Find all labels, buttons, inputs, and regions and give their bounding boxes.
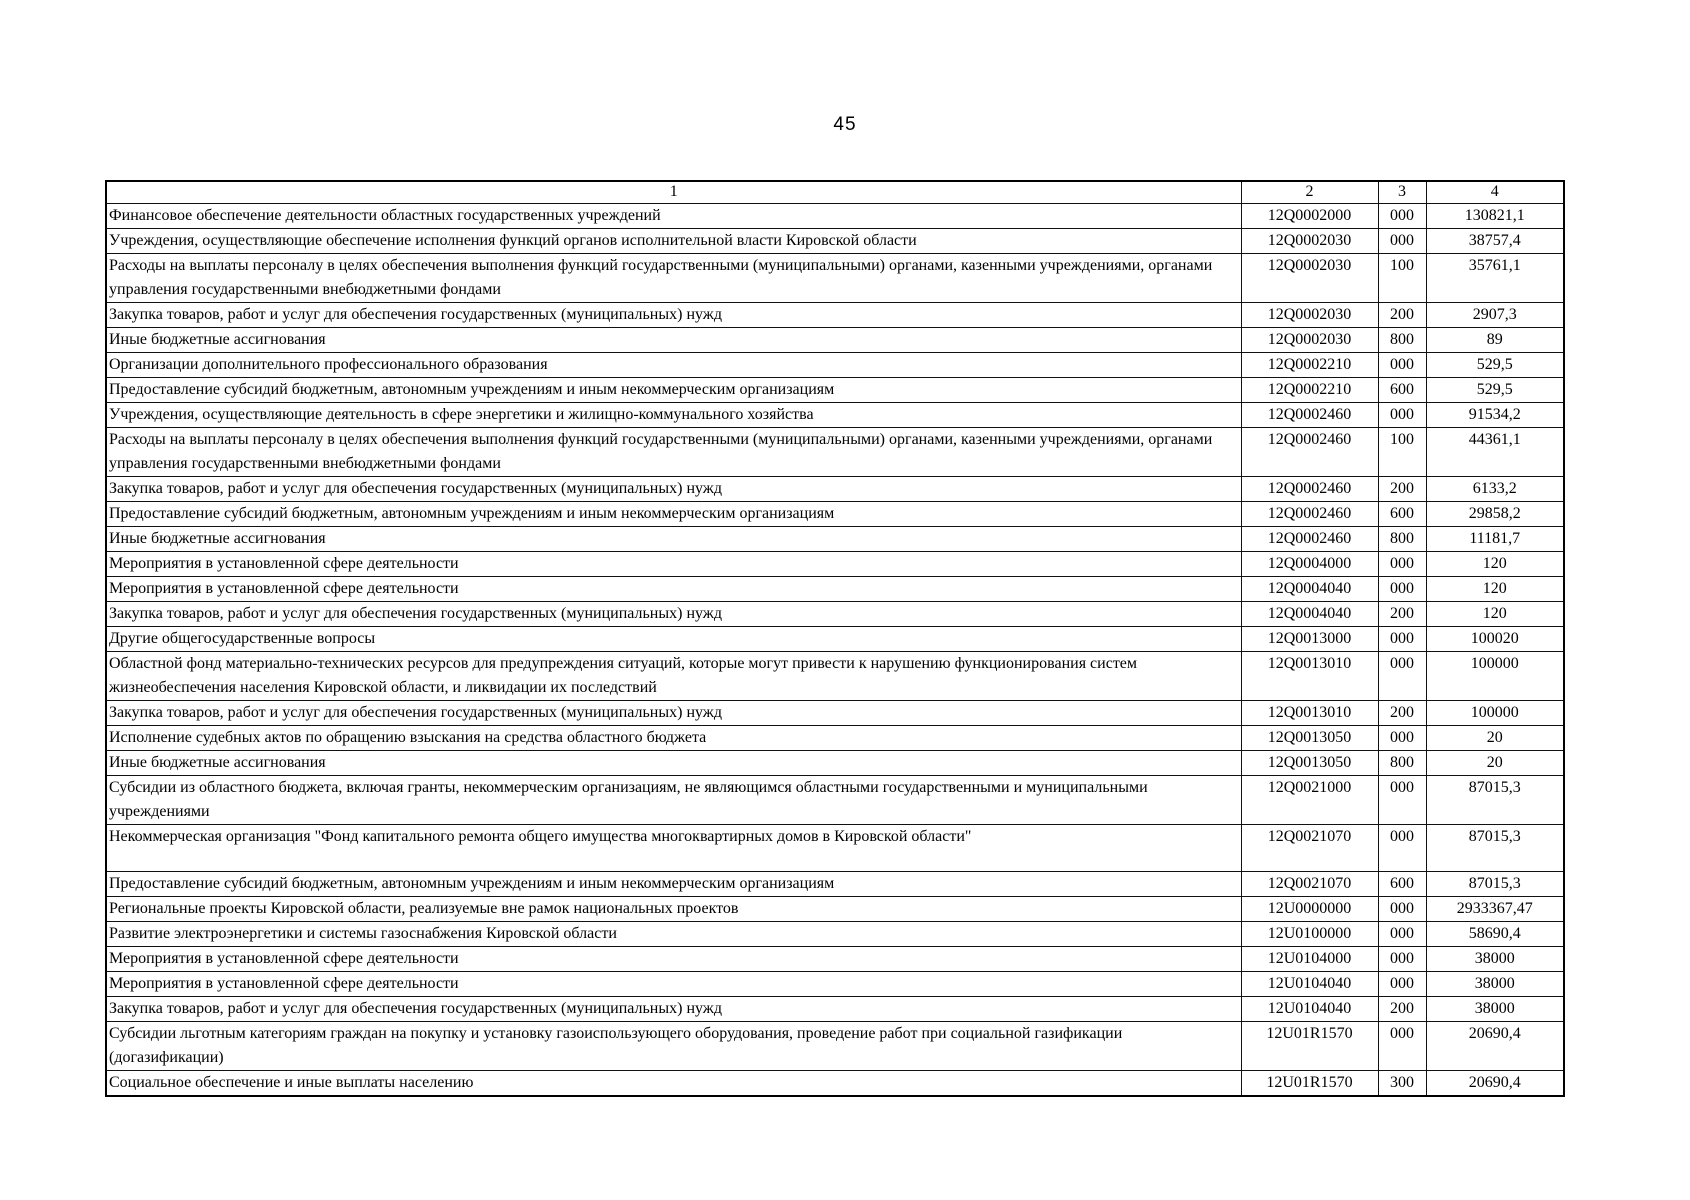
row-name: Субсидии из областного бюджета, включая гранты, некоммерческим организациям, не являющимся областными государственными и муниципальными учреждениями [106, 776, 1241, 825]
row-code: 12Q0002000 [1241, 204, 1378, 229]
row-code: 12Q0002460 [1241, 428, 1378, 477]
row-amount: 87015,3 [1426, 872, 1564, 897]
row-code: 12Q0021000 [1241, 776, 1378, 825]
table-row [106, 825, 1564, 872]
row-name: Закупка товаров, работ и услуг для обеспечения государственных (муниципальных) нужд [106, 477, 1241, 502]
row-expense-type: 800 [1378, 751, 1426, 776]
row-expense-type: 600 [1378, 502, 1426, 527]
table-row [106, 701, 1564, 726]
row-amount: 20 [1426, 726, 1564, 751]
header-col-4: 4 [1426, 181, 1564, 204]
row-code: 12U01R1570 [1241, 1022, 1378, 1071]
row-expense-type: 200 [1378, 701, 1426, 726]
row-code: 12Q0002210 [1241, 378, 1378, 403]
row-amount: 44361,1 [1426, 428, 1564, 477]
row-amount: 100020 [1426, 627, 1564, 652]
row-amount: 2907,3 [1426, 303, 1564, 328]
row-name: Учреждения, осуществляющие деятельность в сфере энергетики и жилищно-коммунального хозяйства [106, 403, 1241, 428]
row-expense-type: 000 [1378, 652, 1426, 701]
table-row [106, 726, 1564, 751]
row-name: Расходы на выплаты персоналу в целях обеспечения выполнения функций государственными (муниципальными) органами, казенными учреждениями, органами управления государственными внебюджетными фондами [106, 428, 1241, 477]
row-expense-type: 100 [1378, 254, 1426, 303]
row-expense-type: 000 [1378, 972, 1426, 997]
row-expense-type: 100 [1378, 428, 1426, 477]
row-amount: 89 [1426, 328, 1564, 353]
row-expense-type: 000 [1378, 552, 1426, 577]
row-code: 12Q0002030 [1241, 303, 1378, 328]
row-amount: 38000 [1426, 972, 1564, 997]
table-body [106, 204, 1564, 1097]
table-row [106, 997, 1564, 1022]
table-row [106, 972, 1564, 997]
row-code: 12Q0004000 [1241, 552, 1378, 577]
row-expense-type: 000 [1378, 897, 1426, 922]
row-expense-type: 000 [1378, 353, 1426, 378]
row-code: 12Q0013050 [1241, 726, 1378, 751]
row-amount: 529,5 [1426, 378, 1564, 403]
row-name: Другие общегосударственные вопросы [106, 627, 1241, 652]
header-col-2: 2 [1241, 181, 1378, 204]
row-expense-type: 200 [1378, 477, 1426, 502]
row-expense-type: 800 [1378, 527, 1426, 552]
row-expense-type: 000 [1378, 726, 1426, 751]
row-name: Мероприятия в установленной сфере деятельности [106, 552, 1241, 577]
row-code: 12Q0021070 [1241, 825, 1378, 872]
row-code: 12Q0002210 [1241, 353, 1378, 378]
row-amount: 529,5 [1426, 353, 1564, 378]
row-code: 12Q0002030 [1241, 328, 1378, 353]
row-code: 12U0000000 [1241, 897, 1378, 922]
row-code: 12Q0002030 [1241, 229, 1378, 254]
row-name: Социальное обеспечение и иные выплаты населению [106, 1071, 1241, 1097]
row-name: Предоставление субсидий бюджетным, автономным учреждениям и иным некоммерческим организациям [106, 378, 1241, 403]
row-amount: 100000 [1426, 701, 1564, 726]
row-name: Областной фонд материально-технических ресурсов для предупреждения ситуаций, которые могут привести к нарушению функционирования систем жизнеобеспечения населения Кировской области, и ликвидации их последствий [106, 652, 1241, 701]
row-name: Региональные проекты Кировской области, реализуемые вне рамок национальных проектов [106, 897, 1241, 922]
table-row [106, 947, 1564, 972]
table-row [106, 477, 1564, 502]
table-row [106, 627, 1564, 652]
row-expense-type: 800 [1378, 328, 1426, 353]
header-col-3: 3 [1378, 181, 1426, 204]
row-name: Иные бюджетные ассигнования [106, 751, 1241, 776]
row-amount: 20690,4 [1426, 1022, 1564, 1071]
row-name: Субсидии льготным категориям граждан на покупку и установку газоиспользующего оборудования, проведение работ при социальной газификации (догазификации) [106, 1022, 1241, 1071]
row-amount: 29858,2 [1426, 502, 1564, 527]
table-row [106, 229, 1564, 254]
table-row [106, 502, 1564, 527]
row-name: Закупка товаров, работ и услуг для обеспечения государственных (муниципальных) нужд [106, 602, 1241, 627]
row-code: 12U0104040 [1241, 972, 1378, 997]
table-row [106, 552, 1564, 577]
row-amount: 11181,7 [1426, 527, 1564, 552]
row-expense-type: 000 [1378, 1022, 1426, 1071]
row-expense-type: 200 [1378, 303, 1426, 328]
row-amount: 87015,3 [1426, 776, 1564, 825]
row-amount: 38000 [1426, 997, 1564, 1022]
row-code: 12Q0013000 [1241, 627, 1378, 652]
row-name: Мероприятия в установленной сфере деятельности [106, 577, 1241, 602]
table-row [106, 204, 1564, 229]
row-name: Развитие электроэнергетики и системы газоснабжения Кировской области [106, 922, 1241, 947]
row-amount: 87015,3 [1426, 825, 1564, 872]
row-name: Некоммерческая организация "Фонд капитального ремонта общего имущества многоквартирных домов в Кировской области" [106, 825, 1241, 872]
table-row [106, 1022, 1564, 1071]
row-code: 12Q0021070 [1241, 872, 1378, 897]
row-code: 12Q0004040 [1241, 577, 1378, 602]
budget-table [105, 180, 1565, 1097]
row-code: 12Q0013010 [1241, 701, 1378, 726]
row-expense-type: 000 [1378, 577, 1426, 602]
row-name: Организации дополнительного профессионального образования [106, 353, 1241, 378]
row-code: 12U01R1570 [1241, 1071, 1378, 1097]
row-code: 12Q0002030 [1241, 254, 1378, 303]
table-row [106, 652, 1564, 701]
table-row [106, 602, 1564, 627]
row-amount: 130821,1 [1426, 204, 1564, 229]
row-expense-type: 000 [1378, 776, 1426, 825]
row-amount: 2933367,47 [1426, 897, 1564, 922]
row-expense-type: 000 [1378, 825, 1426, 872]
row-amount: 20 [1426, 751, 1564, 776]
table-row [106, 403, 1564, 428]
row-amount: 100000 [1426, 652, 1564, 701]
row-name: Мероприятия в установленной сфере деятельности [106, 972, 1241, 997]
table-row [106, 527, 1564, 552]
table-row [106, 776, 1564, 825]
row-name: Закупка товаров, работ и услуг для обеспечения государственных (муниципальных) нужд [106, 701, 1241, 726]
table-row [106, 328, 1564, 353]
row-amount: 91534,2 [1426, 403, 1564, 428]
row-expense-type: 600 [1378, 872, 1426, 897]
row-code: 12Q0002460 [1241, 403, 1378, 428]
row-code: 12U0104040 [1241, 997, 1378, 1022]
row-name: Закупка товаров, работ и услуг для обеспечения государственных (муниципальных) нужд [106, 303, 1241, 328]
row-code: 12Q0002460 [1241, 527, 1378, 552]
table-row [106, 872, 1564, 897]
table-row [106, 254, 1564, 303]
row-name: Исполнение судебных актов по обращению взыскания на средства областного бюджета [106, 726, 1241, 751]
table-row [106, 751, 1564, 776]
row-amount: 120 [1426, 602, 1564, 627]
row-code: 12Q0004040 [1241, 602, 1378, 627]
header-col-1: 1 [106, 181, 1241, 204]
table-row [106, 303, 1564, 328]
table-row [106, 378, 1564, 403]
row-name: Мероприятия в установленной сфере деятельности [106, 947, 1241, 972]
row-amount: 6133,2 [1426, 477, 1564, 502]
row-name: Расходы на выплаты персоналу в целях обеспечения выполнения функций государственными (муниципальными) органами, казенными учреждениями, органами управления государственными внебюджетными фондами [106, 254, 1241, 303]
table-row [106, 897, 1564, 922]
row-expense-type: 000 [1378, 229, 1426, 254]
row-amount: 35761,1 [1426, 254, 1564, 303]
row-amount: 20690,4 [1426, 1071, 1564, 1097]
table-row [106, 922, 1564, 947]
row-expense-type: 600 [1378, 378, 1426, 403]
row-expense-type: 000 [1378, 403, 1426, 428]
row-expense-type: 200 [1378, 602, 1426, 627]
row-name: Предоставление субсидий бюджетным, автономным учреждениям и иным некоммерческим организациям [106, 502, 1241, 527]
row-code: 12Q0002460 [1241, 477, 1378, 502]
row-expense-type: 200 [1378, 997, 1426, 1022]
table-row [106, 428, 1564, 477]
row-code: 12U0104000 [1241, 947, 1378, 972]
row-expense-type: 000 [1378, 947, 1426, 972]
row-name: Предоставление субсидий бюджетным, автономным учреждениям и иным некоммерческим организациям [106, 872, 1241, 897]
row-code: 12Q0013050 [1241, 751, 1378, 776]
row-expense-type: 000 [1378, 627, 1426, 652]
row-amount: 58690,4 [1426, 922, 1564, 947]
table-row [106, 1071, 1564, 1097]
table-row [106, 353, 1564, 378]
row-name: Финансовое обеспечение деятельности областных государственных учреждений [106, 204, 1241, 229]
row-name: Закупка товаров, работ и услуг для обеспечения государственных (муниципальных) нужд [106, 997, 1241, 1022]
row-amount: 38757,4 [1426, 229, 1564, 254]
row-code: 12Q0002460 [1241, 502, 1378, 527]
table-row [106, 577, 1564, 602]
row-name: Иные бюджетные ассигнования [106, 328, 1241, 353]
row-expense-type: 300 [1378, 1071, 1426, 1097]
row-name: Учреждения, осуществляющие обеспечение исполнения функций органов исполнительной власти Кировской области [106, 229, 1241, 254]
row-code: 12Q0013010 [1241, 652, 1378, 701]
row-amount: 120 [1426, 552, 1564, 577]
row-expense-type: 000 [1378, 204, 1426, 229]
row-amount: 120 [1426, 577, 1564, 602]
row-code: 12U0100000 [1241, 922, 1378, 947]
row-amount: 38000 [1426, 947, 1564, 972]
row-expense-type: 000 [1378, 922, 1426, 947]
table-header-row [106, 181, 1564, 204]
page-number: 45 [833, 114, 857, 135]
row-name: Иные бюджетные ассигнования [106, 527, 1241, 552]
